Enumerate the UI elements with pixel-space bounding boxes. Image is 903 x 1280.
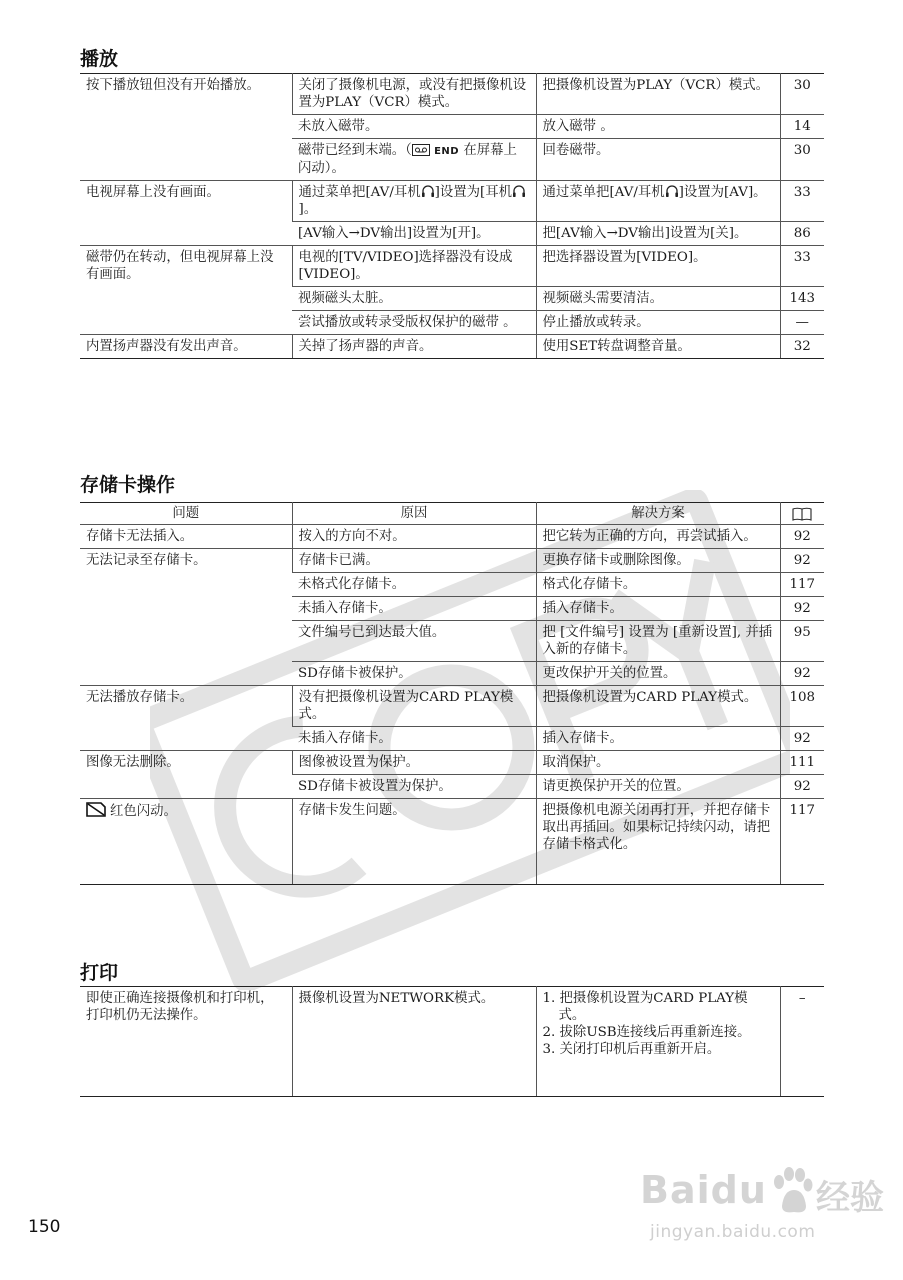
table-row — [80, 246, 824, 287]
solution-cell: 取消保护。 — [536, 751, 780, 775]
cause-cell — [292, 139, 536, 181]
page-ref-cell: 33 — [780, 246, 824, 287]
solution-steps — [543, 990, 774, 1058]
page-ref-cell: 117 — [780, 573, 824, 597]
cause-text: 通过菜单把[AV/耳机 — [298, 185, 421, 200]
page-ref-cell: 92 — [780, 549, 824, 573]
cause-text: 磁带已经到末端。（ — [298, 143, 412, 158]
solution-cell: 把 [文件编号] 设置为 [重新设置], 并插入新的存储卡。 — [536, 621, 780, 662]
problem-cell: 图像无法删除。 — [80, 751, 292, 799]
page-ref-cell: 33 — [780, 181, 824, 222]
solution-cell: 回卷磁带。 — [536, 139, 780, 181]
cause-cell: 视频磁头太脏。 — [292, 287, 536, 311]
cause-cell: 关闭了摄像机电源，或没有把摄像机设置为PLAY（VCR）模式。 — [292, 74, 536, 115]
card-table — [80, 502, 824, 885]
table-row — [80, 549, 824, 573]
page-ref-cell: 32 — [780, 335, 824, 359]
table-header-row — [80, 503, 824, 525]
solution-cell: 把它转为正确的方向，再尝试插入。 — [536, 525, 780, 549]
solution-cell: 格式化存储卡。 — [536, 573, 780, 597]
table-row — [80, 181, 824, 222]
solution-cell — [536, 181, 780, 222]
cause-cell: [AV输入→DV输出]设置为[开]。 — [292, 222, 536, 246]
page-ref-cell: 95 — [780, 621, 824, 662]
solution-cell: 把摄像机设置为PLAY（VCR）模式。 — [536, 74, 780, 115]
baidu-url: jingyan.baidu.com — [650, 1222, 816, 1242]
problem-cell: 电视屏幕上没有画面。 — [80, 181, 292, 246]
problem-cell: 内置扬声器没有发出声音。 — [80, 335, 292, 359]
page-ref-cell: 92 — [780, 525, 824, 549]
cause-text: ]。 — [298, 202, 318, 217]
cause-cell: 关掉了扬声器的声音。 — [292, 335, 536, 359]
column-header-problem: 问题 — [80, 503, 292, 525]
solution-cell: 把[AV输入→DV输出]设置为[关]。 — [536, 222, 780, 246]
table-row — [80, 751, 824, 775]
cause-cell: 存储卡已满。 — [292, 549, 536, 573]
list-item: 2. 拔除USB连接线后再重新连接。 — [542, 1025, 751, 1040]
page-ref-cell: 92 — [780, 662, 824, 686]
table-row — [80, 686, 824, 727]
section-title-playback: 播放 — [80, 48, 119, 70]
card-error-icon — [86, 802, 106, 817]
table-row — [80, 799, 824, 885]
page-ref-cell: 30 — [780, 139, 824, 181]
table-row — [80, 525, 824, 549]
solution-cell: 放入磁带 。 — [536, 115, 780, 139]
cause-cell: 未格式化存储卡。 — [292, 573, 536, 597]
page-ref-cell: 86 — [780, 222, 824, 246]
solution-cell: 把摄像机设置为CARD PLAY模式。 — [536, 686, 780, 727]
page-ref-cell: 14 — [780, 115, 824, 139]
section-title-print: 打印 — [80, 962, 119, 984]
cause-cell: 文件编号已到达最大值。 — [292, 621, 536, 662]
tape-icon — [412, 144, 430, 156]
problem-text: 红色闪动。 — [110, 804, 177, 819]
cause-cell: 没有把摄像机设置为CARD PLAY模式。 — [292, 686, 536, 727]
table-row — [80, 987, 824, 1097]
paw-icon — [770, 1166, 814, 1216]
list-item: 3. 关闭打印机后再重新开启。 — [542, 1042, 721, 1057]
problem-cell: 磁带仍在转动，但电视屏幕上没有画面。 — [80, 246, 292, 335]
solution-text: 通过菜单把[AV/耳机 — [542, 185, 665, 200]
cause-cell: 图像被设置为保护。 — [292, 751, 536, 775]
solution-cell: 更改保护开关的位置。 — [536, 662, 780, 686]
solution-text: ]设置为[AV]。 — [678, 185, 767, 200]
solution-cell: 插入存储卡。 — [536, 727, 780, 751]
solution-cell: 把摄像机电源关闭再打开，并把存储卡取出再插回。如果标记持续闪动，请把存储卡格式化。 — [536, 799, 780, 885]
cause-cell: 未插入存储卡。 — [292, 597, 536, 621]
problem-cell: 即使正确连接摄像机和打印机，打印机仍无法操作。 — [80, 987, 292, 1097]
problem-cell — [80, 799, 292, 885]
list-item: 1. 把摄像机设置为CARD PLAY模式。 — [542, 991, 748, 1023]
cause-cell: 按入的方向不对。 — [292, 525, 536, 549]
cause-cell: 存储卡发生问题。 — [292, 799, 536, 885]
end-mark: END — [434, 146, 460, 157]
cause-cell: 摄像机设置为NETWORK模式。 — [292, 987, 536, 1097]
solution-cell: 插入存储卡。 — [536, 597, 780, 621]
page-ref-cell: — — [780, 311, 824, 335]
solution-cell: 请更换保护开关的位置。 — [536, 775, 780, 799]
cause-cell: 电视的[TV/VIDEO]选择器没有设成[VIDEO]。 — [292, 246, 536, 287]
page-ref-cell: 108 — [780, 686, 824, 727]
book-icon — [792, 507, 812, 521]
cause-cell: 未插入存储卡。 — [292, 727, 536, 751]
page-ref-cell: 92 — [780, 775, 824, 799]
cause-text: ]设置为[耳机 — [434, 185, 513, 200]
cause-cell: 尝试播放或转录受版权保护的磁带 。 — [292, 311, 536, 335]
page-number: 150 — [28, 1217, 61, 1237]
problem-cell: 无法记录至存储卡。 — [80, 549, 292, 686]
headphone-icon — [421, 184, 435, 198]
column-header-solution: 解决方案 — [536, 503, 780, 525]
section-title-card: 存储卡操作 — [80, 474, 176, 496]
page-ref-cell: 92 — [780, 597, 824, 621]
table-row — [80, 335, 824, 359]
column-header-cause: 原因 — [292, 503, 536, 525]
cause-cell: SD存储卡被设置为保护。 — [292, 775, 536, 799]
solution-cell: 把选择器设置为[VIDEO]。 — [536, 246, 780, 287]
playback-table — [80, 73, 824, 359]
solution-cell: 使用SET转盘调整音量。 — [536, 335, 780, 359]
cause-text: 在屏幕上闪动）。 — [298, 143, 517, 176]
solution-cell: 视频磁头需要清洁。 — [536, 287, 780, 311]
problem-cell: 按下播放钮但没有开始播放。 — [80, 74, 292, 181]
page-ref-cell: 117 — [780, 799, 824, 885]
page-ref-cell: 111 — [780, 751, 824, 775]
solution-cell — [536, 987, 780, 1097]
print-table — [80, 986, 824, 1097]
cause-cell: 未放入磁带。 — [292, 115, 536, 139]
page-ref-cell: 92 — [780, 727, 824, 751]
page-ref-cell: – — [780, 987, 824, 1097]
headphone-icon — [512, 184, 526, 198]
baidu-wordmark: Baidu — [640, 1168, 767, 1212]
page-ref-cell: 30 — [780, 74, 824, 115]
baidu-jingyan-text: 经验 — [816, 1178, 884, 1218]
solution-cell: 更换存储卡或删除图像。 — [536, 549, 780, 573]
table-row — [80, 74, 824, 115]
page-ref-cell: 143 — [780, 287, 824, 311]
cause-cell: SD存储卡被保护。 — [292, 662, 536, 686]
headphone-icon — [665, 184, 679, 198]
cause-cell — [292, 181, 536, 222]
problem-cell: 存储卡无法插入。 — [80, 525, 292, 549]
baidu-watermark — [640, 1166, 900, 1276]
solution-cell: 停止播放或转录。 — [536, 311, 780, 335]
problem-cell: 无法播放存储卡。 — [80, 686, 292, 751]
column-header-page — [780, 503, 824, 525]
